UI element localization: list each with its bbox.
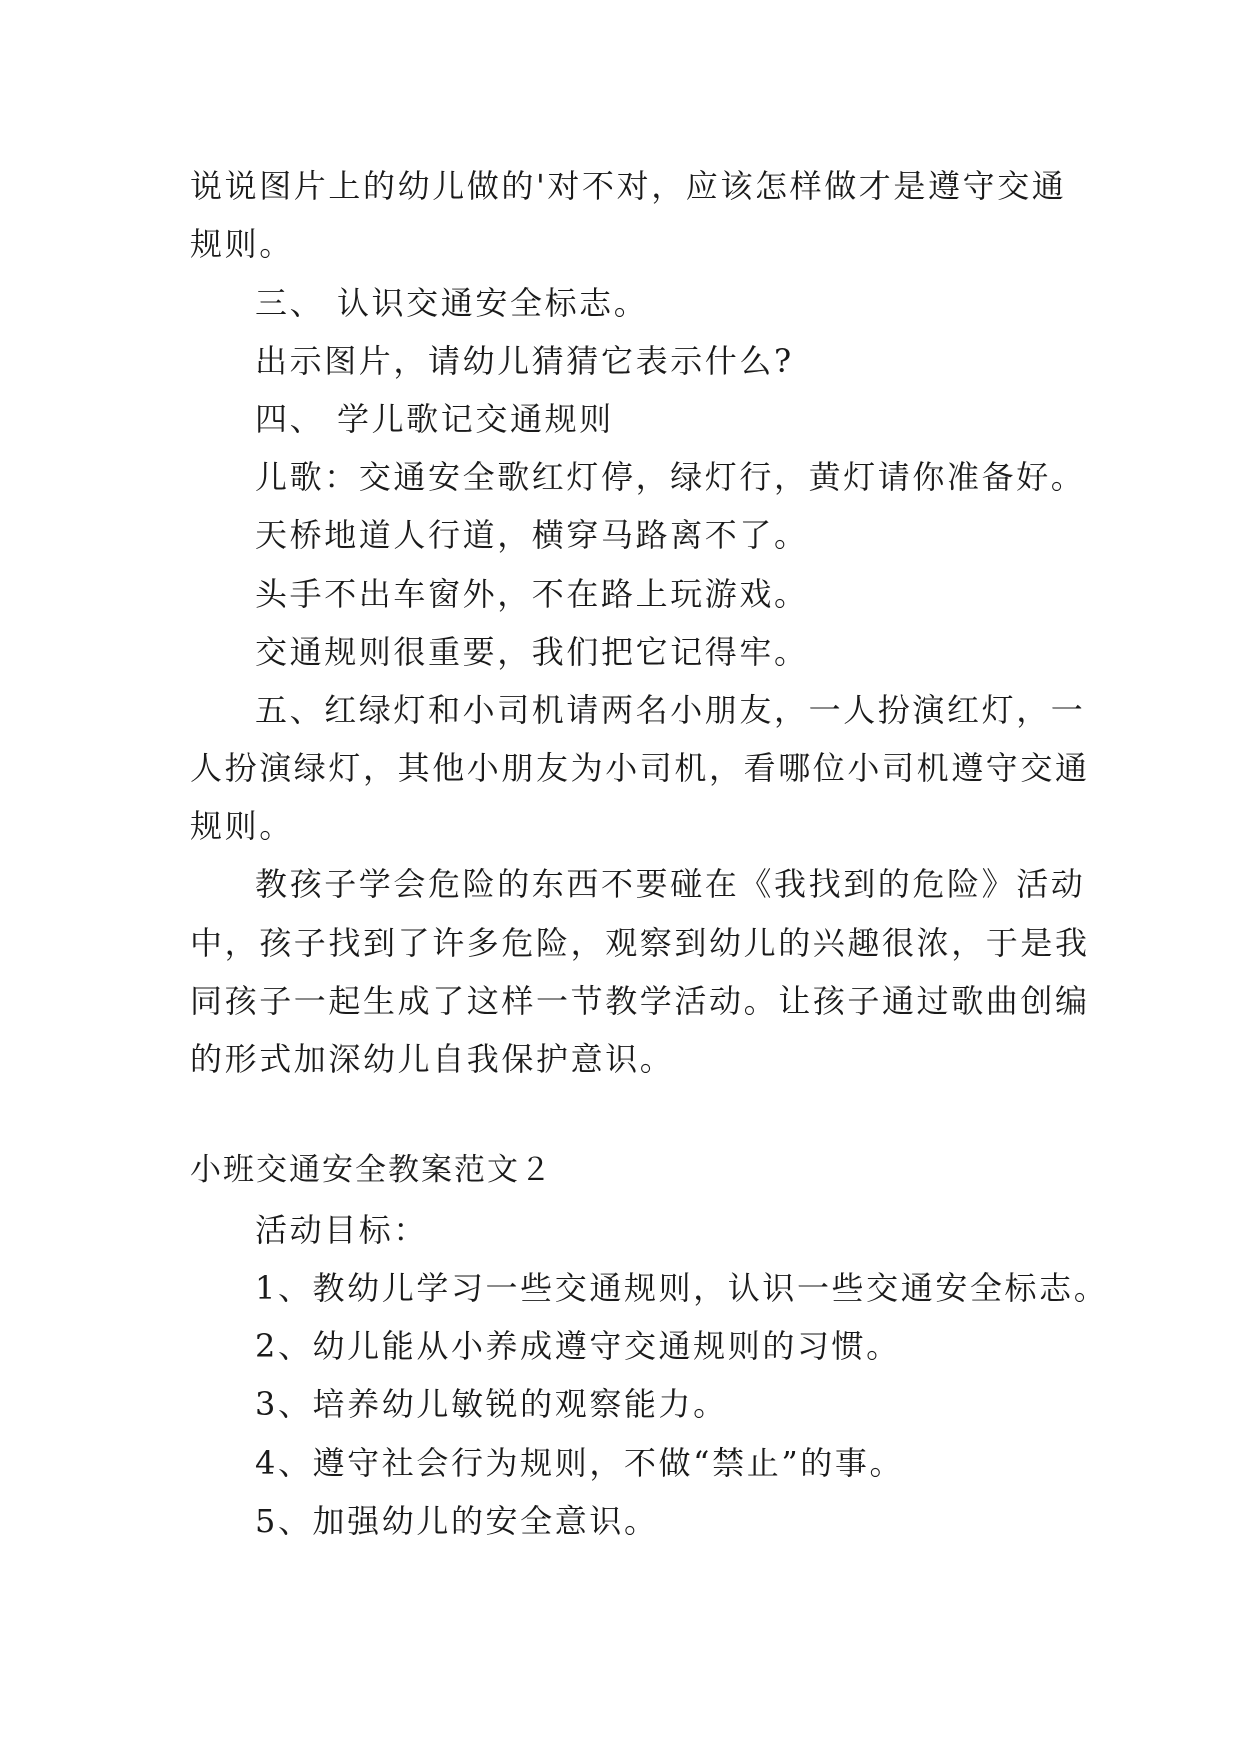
- paragraph-line: 说说图片上的幼儿做的'对不对，应该怎样做才是遵守交通: [190, 167, 1067, 205]
- paragraph-line: 人扮演绿灯，其他小朋友为小司机，看哪位小司机遵守交通: [190, 749, 1090, 787]
- goal-item: 4、遵守社会行为规则，不做“禁止”的事。: [255, 1444, 905, 1482]
- section-heading-4: 四、 学儿歌记交通规则: [255, 400, 614, 438]
- paragraph-line: 教孩子学会危险的东西不要碰在《我找到的危险》活动: [255, 865, 1086, 903]
- song-line: 儿歌：交通安全歌红灯停，绿灯行，黄灯请你准备好。: [255, 458, 1086, 496]
- paragraph-line: 的形式加深幼儿自我保护意识。: [190, 1040, 675, 1078]
- paragraph-line: 中，孩子找到了许多危险，观察到幼儿的兴趣很浓，于是我: [190, 924, 1090, 962]
- paragraph-line: 规则。: [190, 807, 294, 845]
- goal-item: 5、加强幼儿的安全意识。: [255, 1502, 659, 1540]
- goal-item: 3、培养幼儿敏锐的观察能力。: [255, 1385, 728, 1423]
- section-heading-3: 三、 认识交通安全标志。: [255, 284, 649, 322]
- paragraph-line: 规则。: [190, 225, 294, 263]
- song-line: 交通规则很重要，我们把它记得牢。: [255, 633, 809, 671]
- paragraph-line: 五、红绿灯和小司机请两名小朋友，一人扮演红灯，一: [255, 691, 1086, 729]
- paragraph-line: 同孩子一起生成了这样一节教学活动。让孩子通过歌曲创编: [190, 982, 1090, 1020]
- paragraph-line: 出示图片，请幼儿猜猜它表示什么?: [255, 342, 794, 380]
- song-line: 天桥地道人行道，横穿马路离不了。: [255, 516, 809, 554]
- song-line: 头手不出车窗外，不在路上玩游戏。: [255, 575, 809, 613]
- goals-label: 活动目标：: [255, 1211, 429, 1249]
- section-title: 小班交通安全教案范文２: [190, 1152, 553, 1188]
- goal-item: 1、教幼儿学习一些交通规则，认识一些交通安全标志。: [255, 1269, 1109, 1307]
- goal-item: 2、幼儿能从小养成遵守交通规则的习惯。: [255, 1327, 901, 1365]
